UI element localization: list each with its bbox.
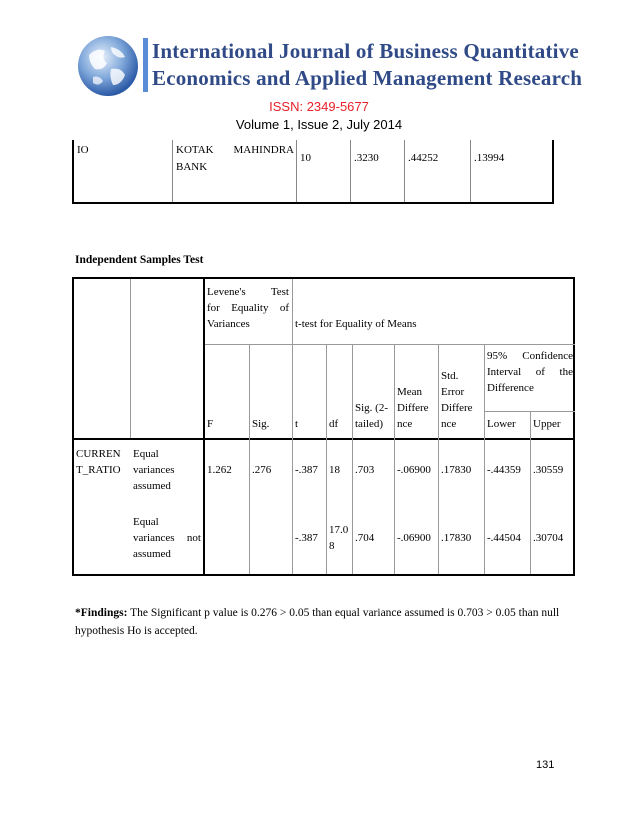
row1-t: -.387 bbox=[295, 464, 318, 476]
col-header-sig: Sig. bbox=[252, 418, 270, 430]
col-header-std-err-line4: nce bbox=[441, 418, 457, 430]
col-header-upper: Upper bbox=[533, 418, 561, 430]
findings-label: *Findings: bbox=[75, 607, 128, 619]
col-divider bbox=[484, 344, 485, 574]
previous-table-fragment bbox=[72, 140, 554, 204]
frag-col2-line1: KOTAK MAHINDRA bbox=[176, 144, 294, 156]
row-variable-label-line2: T_RATIO bbox=[76, 464, 121, 476]
col-header-mean-diff bbox=[397, 384, 429, 432]
col-header-f: F bbox=[207, 418, 214, 430]
col-divider bbox=[326, 344, 327, 574]
col-header-t: t bbox=[295, 418, 299, 430]
frag-col1: IO bbox=[77, 144, 89, 156]
col-header-std-err-line1: Std. bbox=[441, 370, 459, 382]
row1-lower: -.44359 bbox=[487, 464, 521, 476]
journal-title-line2: Economics and Applied Management Research bbox=[152, 66, 583, 90]
volume-issue: Volume 1, Issue 2, July 2014 bbox=[235, 117, 403, 132]
frag-col2 bbox=[176, 142, 294, 176]
col-header-mean-diff-line2: Differe bbox=[397, 402, 429, 414]
frag-col2-line2: BANK bbox=[176, 161, 208, 173]
row1-label-line2: variances bbox=[133, 464, 175, 476]
col-divider bbox=[394, 344, 395, 574]
col-divider bbox=[352, 344, 353, 574]
row2-label-line1: Equal bbox=[133, 516, 159, 528]
levene-header-line1: Levene's Test bbox=[207, 286, 289, 298]
findings-paragraph bbox=[75, 604, 575, 640]
ci-header bbox=[487, 348, 573, 396]
row1-label bbox=[133, 446, 175, 494]
frag-n: 10 bbox=[300, 152, 311, 164]
frag-divider bbox=[350, 140, 351, 202]
row1-mean-diff: -.06900 bbox=[397, 464, 431, 476]
levene-header-line2: for Equality of bbox=[207, 302, 289, 314]
row-variable-label-line1: CURREN bbox=[76, 448, 121, 460]
row1-df: 18 bbox=[329, 464, 340, 476]
col-divider bbox=[292, 279, 293, 574]
row2-label-line3: assumed bbox=[133, 548, 171, 560]
table-caption: Independent Samples Test bbox=[75, 254, 204, 266]
frag-divider bbox=[296, 140, 297, 202]
row2-t: -.387 bbox=[295, 532, 318, 544]
col-divider bbox=[249, 344, 250, 574]
ttest-header: t-test for Equality of Means bbox=[295, 318, 417, 330]
ci-header-line2: Interval of the bbox=[487, 366, 573, 378]
col-header-std-err-line3: Differe bbox=[441, 402, 473, 414]
frag-divider bbox=[404, 140, 405, 202]
row2-lower: -.44504 bbox=[487, 532, 521, 544]
row2-df bbox=[329, 522, 348, 554]
frag-divider bbox=[470, 140, 471, 202]
frag-std-err: .13994 bbox=[474, 152, 505, 164]
title-accent-bar bbox=[143, 38, 148, 92]
col-header-df: df bbox=[329, 418, 339, 430]
row2-sig2: .704 bbox=[355, 532, 375, 544]
ci-header-line1: 95% Confidence bbox=[487, 350, 573, 362]
header-divider bbox=[203, 344, 575, 345]
journal-title-line1: International Journal of Business Quantitative bbox=[152, 39, 579, 63]
row1-sig: .276 bbox=[252, 464, 272, 476]
col-header-sig2-line1: Sig. (2- bbox=[355, 402, 388, 414]
row2-std-err: .17830 bbox=[441, 532, 472, 544]
findings-text: The Significant p value is 0.276 > 0.05 than equal variance assumed is 0.703 > 0.05 than null hypothesis Ho is accepted. bbox=[75, 607, 560, 637]
row-variable-label bbox=[76, 446, 121, 478]
row2-df-line2: 8 bbox=[329, 540, 335, 552]
row1-sig2: .703 bbox=[355, 464, 375, 476]
row2-df-line1: 17.0 bbox=[329, 524, 349, 536]
issn: ISSN: 2349-5677 bbox=[269, 99, 369, 114]
page-number: 131 bbox=[536, 759, 555, 771]
col-header-sig2-line2: tailed) bbox=[355, 418, 384, 430]
col-header-std-err-line2: Error bbox=[441, 386, 465, 398]
col-header-std-err bbox=[441, 368, 473, 432]
row1-label-line1: Equal bbox=[133, 448, 159, 460]
ci-header-line3: Difference bbox=[487, 382, 534, 394]
stub-divider bbox=[203, 279, 205, 574]
frag-std-dev: .44252 bbox=[408, 152, 439, 164]
frag-mean: .3230 bbox=[354, 152, 379, 164]
levene-header bbox=[207, 284, 289, 332]
row1-upper: .30559 bbox=[533, 464, 564, 476]
row2-label-line2: variances not bbox=[133, 532, 201, 544]
row2-upper: .30704 bbox=[533, 532, 564, 544]
col-divider bbox=[438, 344, 439, 574]
journal-logo bbox=[75, 33, 141, 99]
row1-label-line3: assumed bbox=[133, 480, 171, 492]
row2-label bbox=[133, 514, 201, 562]
row2-mean-diff: -.06900 bbox=[397, 532, 431, 544]
col-header-sig2 bbox=[355, 400, 393, 432]
col-header-mean-diff-line3: nce bbox=[397, 418, 413, 430]
col-header-mean-diff-line1: Mean bbox=[397, 386, 423, 398]
col-divider bbox=[130, 279, 131, 438]
row1-std-err: .17830 bbox=[441, 464, 472, 476]
journal-title bbox=[152, 38, 592, 92]
levene-header-line3: Variances bbox=[207, 318, 250, 330]
frag-divider bbox=[172, 140, 173, 202]
independent-samples-table bbox=[72, 277, 575, 576]
row1-f: 1.262 bbox=[207, 464, 232, 476]
header-bottom-border bbox=[74, 438, 573, 440]
col-header-lower: Lower bbox=[487, 418, 516, 430]
col-divider bbox=[530, 411, 531, 574]
